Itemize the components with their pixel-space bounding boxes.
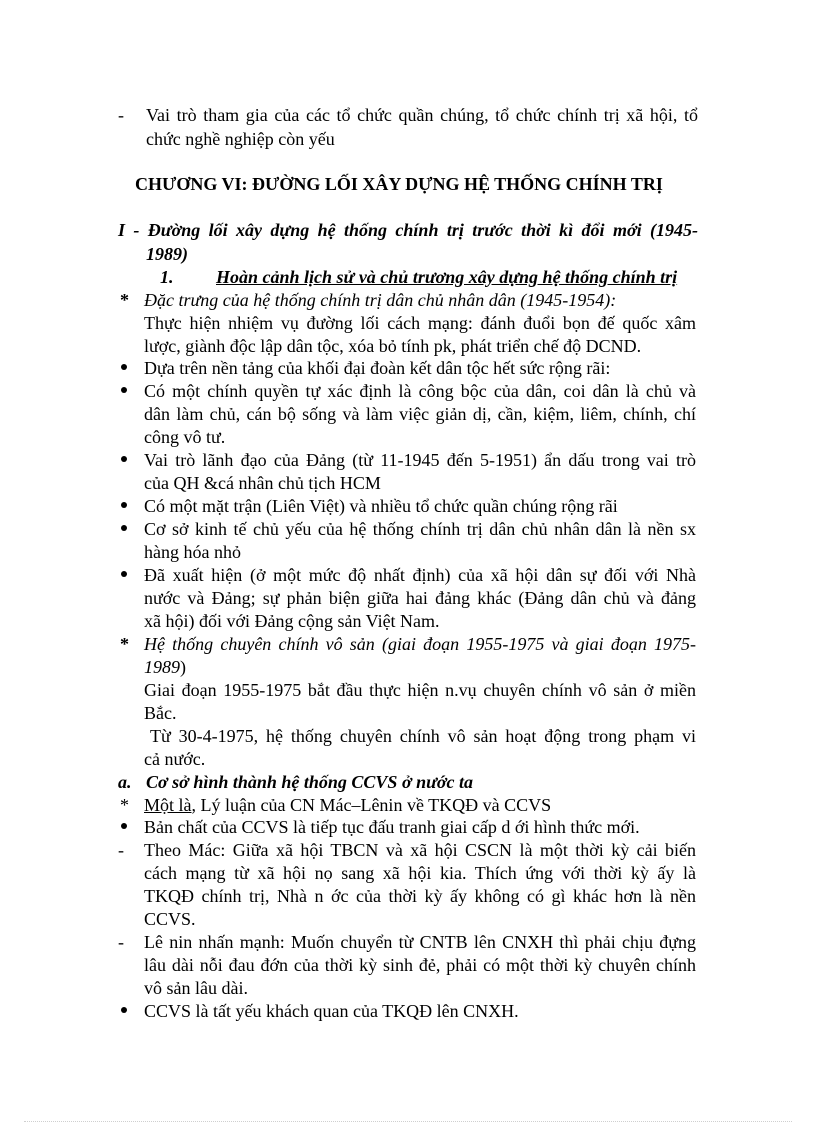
list-item: CCVS. — [144, 909, 196, 929]
dash-marker: - — [118, 105, 124, 125]
star3-text — [144, 794, 551, 816]
list-item: TKQĐ chính trị, Nhà n ớc của thời kỳ ấy không có gì khác hơn là nền — [144, 886, 696, 906]
star2-para1-line-2: Bắc. — [144, 703, 177, 723]
list-item: công vô tư. — [144, 427, 226, 447]
bullet-dot-icon — [121, 456, 127, 462]
list-item: cách mạng từ xã hội nọ sang xã hội kia. Thích ứng với thời kỳ ấy là — [144, 863, 696, 883]
star3-rest: , Lý luận của CN Mác–Lênin về TKQĐ và CCVS — [191, 795, 552, 815]
star2-para2-line-1: Từ 30-4-1975, hệ thống chuyên chính vô sản hoạt động trong phạm vi — [150, 726, 696, 746]
star1-body-line-2: lược, giành độc lập dân tộc, xóa bỏ tính pk, phát triển chế độ DCND. — [144, 336, 642, 356]
bullet-dot-icon — [121, 387, 127, 393]
list-item: Dựa trên nền tảng của khối đại đoàn kết dân tộc hết sức rộng rãi: — [144, 358, 611, 378]
dash-marker: - — [118, 840, 124, 860]
subheading-title: Cơ sở hình thành hệ thống CCVS ở nước ta — [146, 772, 474, 792]
list-item: dân làm chủ, cán bộ sống và làm việc giản dị, cần, kiệm, liêm, chính, chí — [144, 404, 696, 424]
dash-marker: - — [118, 932, 124, 952]
list-item: Cơ sở kinh tế chủ yếu của hệ thống chính trị dân chủ nhân dân là nền sx — [144, 519, 696, 539]
bullet-dot-icon — [121, 364, 127, 370]
list-item: Lê nin nhấn mạnh: Muốn chuyển từ CNTB lên CNXH thì phải chịu đựng — [144, 932, 696, 952]
star2-title-year: 1989 — [144, 657, 180, 677]
list-item: Vai trò lãnh đạo của Đảng (từ 11-1945 đến 5-1951) ẩn dấu trong vai trò — [144, 450, 696, 470]
list-item: nước và Đảng; sự phản biện giữa hai đảng khác (Đảng dân chủ và đảng — [144, 588, 696, 608]
star1-body-line-1: Thực hiện nhiệm vụ đường lối cách mạng: đánh đuổi bọn đế quốc xâm — [144, 313, 696, 333]
bullet-dot-icon — [121, 1007, 127, 1013]
bullet-dot-icon — [121, 571, 127, 577]
bullet-dot-icon — [121, 823, 127, 829]
subsection-number: 1. — [160, 267, 174, 287]
list-item: lâu dài nỗi đau đớn của thời kỳ sinh đẻ, phải có một thời kỳ chuyên chính — [144, 955, 696, 975]
intro-line-1: Vai trò tham gia của các tổ chức quần chúng, tổ chức chính trị xã hội, tổ — [146, 105, 698, 125]
list-item: CCVS là tất yếu khách quan của TKQĐ lên CNXH. — [144, 1001, 519, 1021]
list-item: Có một mặt trận (Liên Việt) và nhiều tổ chức quần chúng rộng rãi — [144, 496, 618, 516]
subheading-marker: a. — [118, 772, 132, 792]
star2-title-line-2 — [144, 656, 186, 678]
list-item: Bản chất của CCVS là tiếp tục đấu tranh giai cấp d ới hình thức mới. — [144, 817, 640, 837]
star2-title-line-1: Hệ thống chuyên chính vô sản (giai đoạn 1955-1975 và giai đoạn 1975- — [144, 634, 696, 654]
star2-title-close: ) — [180, 657, 186, 677]
section-I-line-1: I - Đường lối xây dựng hệ thống chính trị trước thời kì đổi mới (1945- — [118, 220, 698, 240]
star2-para2-line-2: cả nước. — [144, 749, 206, 769]
star1-title: Đặc trưng của hệ thống chính trị dân chủ nhân dân (1945-1954): — [144, 290, 617, 310]
list-item: Đã xuất hiện (ở một mức độ nhất định) của xã hội dân sự đối với Nhà — [144, 565, 696, 585]
list-item: của QH &cá nhân chủ tịch HCM — [144, 473, 381, 493]
bullet-dot-icon — [121, 502, 127, 508]
list-item: hàng hóa nhỏ — [144, 542, 241, 562]
star-marker: * — [120, 634, 129, 654]
star2-para1-line-1: Giai đoạn 1955-1975 bắt đầu thực hiện n.vụ chuyên chính vô sản ở miền — [144, 680, 696, 700]
star3-lead: Một là — [144, 795, 192, 815]
chapter-title: CHƯƠNG VI: ĐƯỜNG LỐI XÂY DỰNG HỆ THỐNG CHÍNH TRỊ — [135, 174, 663, 194]
star-marker: * — [120, 290, 129, 310]
intro-line-2: chức nghề nghiệp còn yếu — [146, 129, 335, 149]
list-item: xã hội) đối với Đảng cộng sản Việt Nam. — [144, 611, 440, 631]
bullet-dot-icon — [121, 525, 127, 531]
list-item: Theo Mác: Giữa xã hội TBCN và xã hội CSCN là một thời kỳ cải biến — [144, 840, 696, 860]
list-item: vô sản lâu dài. — [144, 978, 248, 998]
list-item: Có một chính quyền tự xác định là công bộc của dân, coi dân là chủ và — [144, 381, 696, 401]
page-bottom-divider — [24, 1121, 792, 1122]
section-I-line-2: 1989) — [146, 244, 188, 264]
star-marker: * — [120, 795, 129, 815]
subsection-title: Hoàn cảnh lịch sử và chủ trương xây dựng hệ thống chính trị — [216, 267, 678, 287]
